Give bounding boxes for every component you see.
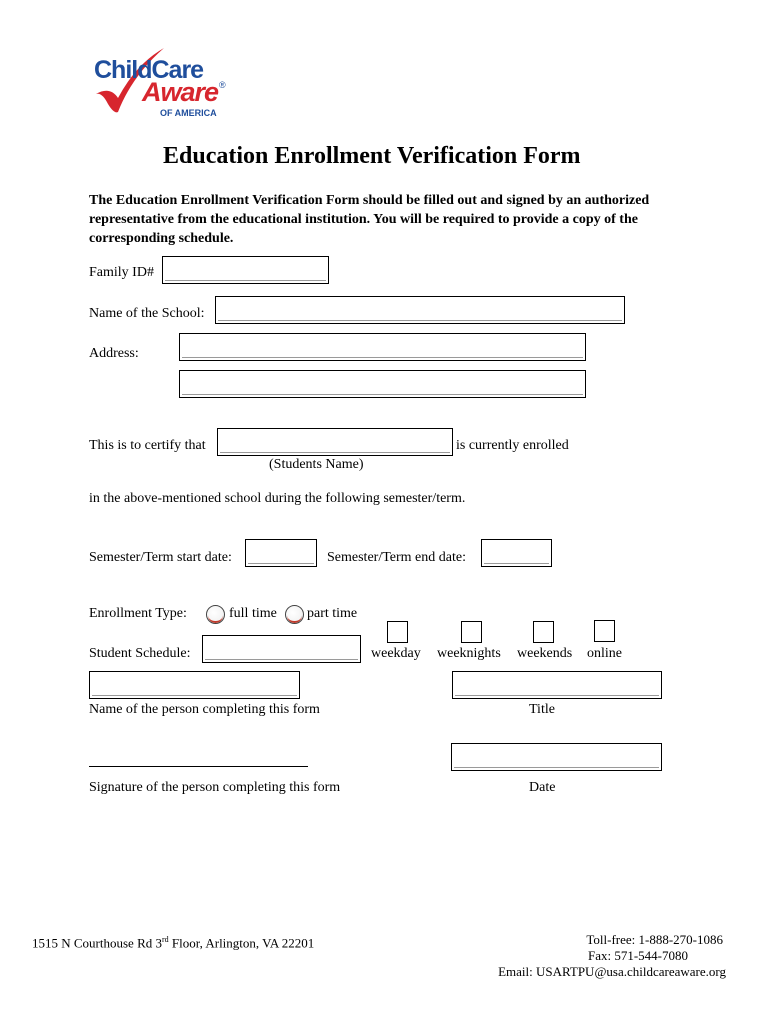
students-name-caption: (Students Name): [269, 457, 364, 472]
form-title: Education Enrollment Verification Form: [163, 143, 581, 169]
end-date-input[interactable]: [481, 539, 552, 567]
form-intro: The Education Enrollment Verification Form should be filled out and signed by an authorized representative from the educational institution. You will be required to provide a copy of the corresponding schedule.: [89, 193, 650, 246]
end-date-label: Semester/Term end date:: [327, 550, 466, 565]
semester-sentence: in the above-mentioned school during the following semester/term.: [89, 491, 466, 506]
logo-registered-mark: ®: [219, 80, 226, 90]
address-line2-input[interactable]: [179, 370, 586, 398]
title-input[interactable]: [452, 671, 662, 699]
footer-address-pre: 1515 N Courthouse Rd 3: [32, 935, 162, 951]
date-input[interactable]: [451, 743, 662, 771]
footer-email[interactable]: Email: USARTPU@usa.childcareaware.org: [498, 964, 726, 979]
weeknights-label: weeknights: [437, 646, 501, 661]
family-id-label: Family ID#: [89, 265, 154, 280]
completer-name-caption: Name of the person completing this form: [89, 702, 320, 717]
signature-caption: Signature of the person completing this form: [89, 780, 341, 795]
footer-tollfree: Toll-free: 1-888-270-1086: [586, 932, 723, 947]
full-time-radio[interactable]: [206, 605, 225, 624]
title-caption: Title: [529, 702, 555, 717]
school-name-label: Name of the School:: [89, 306, 205, 321]
online-checkbox[interactable]: [594, 620, 615, 642]
certify-prefix: This is to certify that: [89, 438, 206, 453]
footer-address-post: Floor, Arlington, VA 22201: [168, 935, 315, 951]
footer-fax: Fax: 571-544-7080: [587, 948, 688, 963]
student-schedule-label: Student Schedule:: [89, 646, 191, 661]
completer-name-input[interactable]: [89, 671, 300, 699]
family-id-input[interactable]: [162, 256, 329, 284]
weekday-label: weekday: [371, 646, 421, 661]
weeknights-checkbox[interactable]: [461, 621, 482, 643]
student-name-input[interactable]: [217, 428, 453, 456]
address-line1-input[interactable]: [179, 333, 586, 361]
online-label: online: [587, 646, 622, 661]
weekday-checkbox[interactable]: [387, 621, 408, 643]
weekends-checkbox[interactable]: [533, 621, 554, 643]
certify-suffix: is currently enrolled: [456, 438, 569, 453]
logo-childcare-text: ChildCare: [94, 56, 204, 84]
footer-address-sup: rd: [162, 935, 169, 944]
weekends-label: weekends: [517, 646, 573, 661]
date-caption: Date: [529, 780, 556, 795]
part-time-label: part time: [307, 606, 358, 621]
school-name-input[interactable]: [215, 296, 625, 324]
student-schedule-input[interactable]: [202, 635, 361, 663]
signature-line[interactable]: [89, 766, 308, 767]
logo-aware-text: Aware: [142, 77, 219, 107]
address-label: Address:: [89, 346, 139, 361]
start-date-input[interactable]: [245, 539, 317, 567]
footer-address: [32, 931, 314, 951]
childcare-aware-logo: [92, 42, 232, 120]
start-date-label: Semester/Term start date:: [89, 550, 232, 565]
logo-of-america-text: OF AMERICA: [160, 108, 217, 118]
part-time-radio[interactable]: [285, 605, 304, 624]
enrollment-type-label: Enrollment Type:: [89, 606, 187, 621]
full-time-label: full time: [229, 606, 277, 621]
